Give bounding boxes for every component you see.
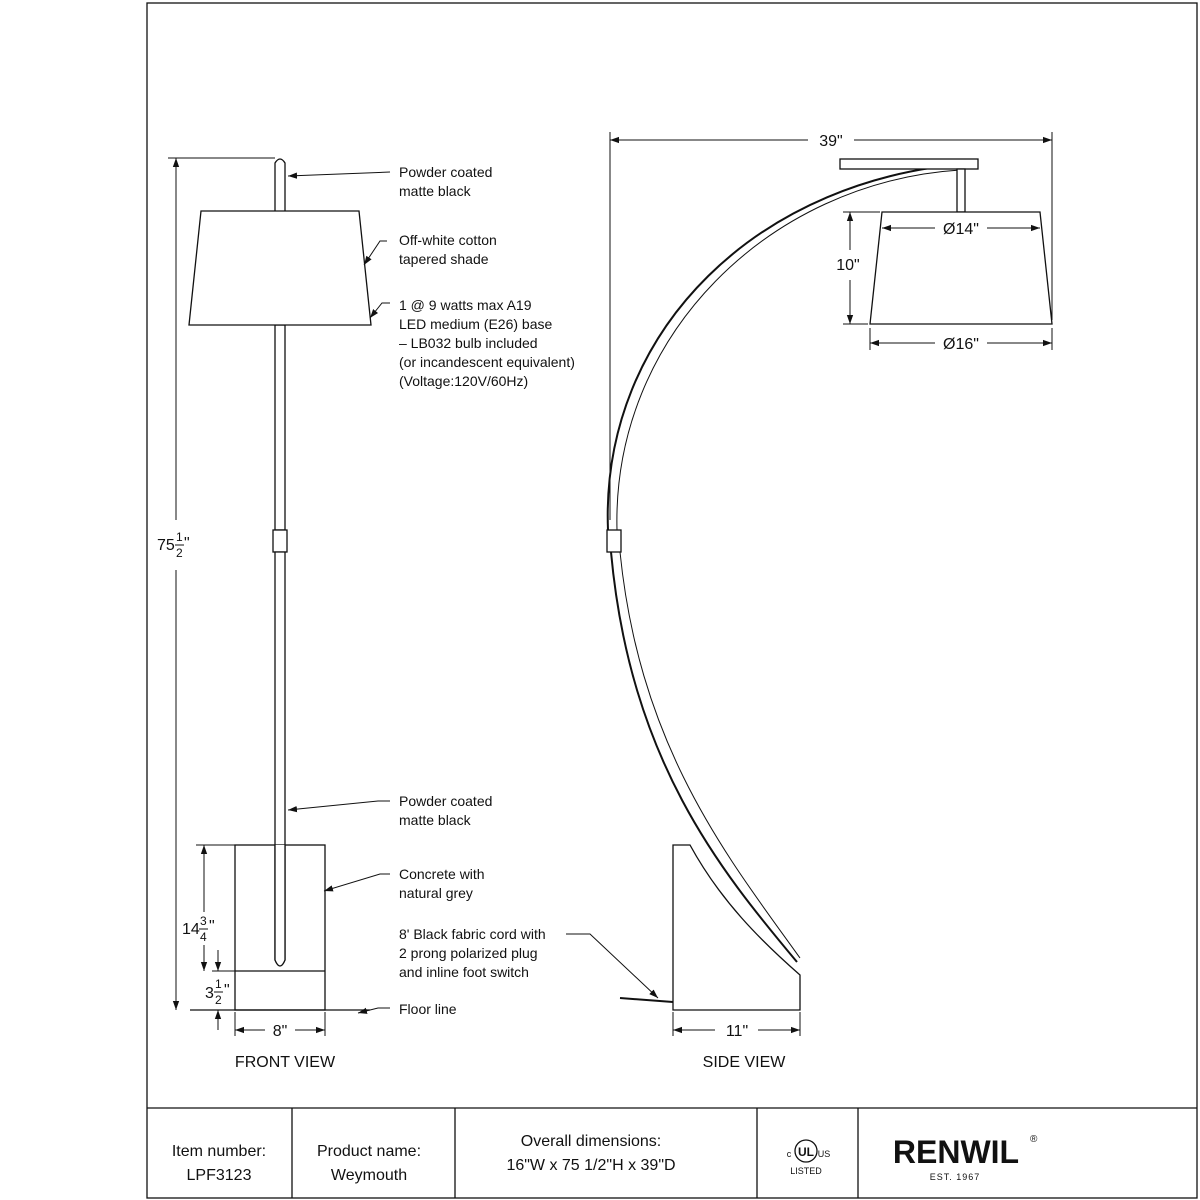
dim-shade-height: 10" [836, 257, 860, 274]
callout-bulb-3: – LB032 bulb included [399, 335, 538, 351]
top-arm [840, 159, 978, 169]
title-block [172, 1133, 1038, 1184]
side-view [566, 132, 1052, 1071]
callout-shade-1: Off-white cotton [399, 232, 497, 248]
ul-mark: UL [798, 1145, 814, 1159]
dim-base-den: 4 [200, 930, 207, 944]
callout-cord-3: and inline foot switch [399, 964, 529, 980]
overall-dimensions-value: 16"W x 75 1/2"H x 39"D [506, 1157, 676, 1174]
leader-top-rod [288, 172, 390, 176]
ul-us: US [817, 1149, 831, 1159]
leader-base [324, 874, 390, 891]
dim-plinth-inch: " [224, 982, 230, 999]
item-number-label: Item number: [171, 1143, 267, 1160]
callout-stem-1: Powder coated [399, 793, 493, 809]
dim-base-depth: 11" [725, 1023, 749, 1040]
dim-height-den: 2 [176, 546, 183, 560]
front-view [157, 158, 575, 1071]
leader-stem [288, 801, 390, 810]
callout-bulb-2: LED medium (E26) base [399, 316, 553, 332]
dim-base-width: 8" [272, 1023, 288, 1040]
callout-cord-2: 2 prong polarized plug [399, 945, 538, 961]
front-view-caption: FRONT VIEW [234, 1054, 336, 1071]
rod-in-base [275, 845, 285, 966]
overall-dimensions-label: Overall dimensions: [520, 1133, 662, 1150]
dim-shade-top: Ø14" [943, 221, 979, 238]
arc-lower-inner [620, 552, 800, 958]
callout-bulb-5: (Voltage:120V/60Hz) [399, 373, 529, 389]
rod-joint [273, 530, 287, 552]
callout-floor: Floor line [399, 1001, 457, 1017]
dim-height-inch: " [184, 535, 190, 552]
item-number-value: LPF3123 [186, 1167, 252, 1184]
dim-base-whole: 14 [182, 921, 200, 938]
dim-base-num: 3 [200, 914, 207, 928]
callout-base-2: natural grey [399, 885, 473, 901]
leader-bulb [370, 303, 390, 318]
callout-shade-2: tapered shade [399, 251, 489, 267]
brand-logo [893, 1134, 1038, 1182]
callout-stem-2: matte black [399, 812, 471, 828]
shade-hanger [957, 169, 965, 212]
ul-listed: LISTED [790, 1166, 822, 1176]
leader-cord [566, 934, 658, 998]
dim-plinth-whole: 3 [205, 985, 214, 1002]
leader-shade [364, 241, 387, 265]
callout-top-rod-2: matte black [399, 183, 471, 199]
callout-base-1: Concrete with [399, 866, 485, 882]
callout-bulb-1: 1 @ 9 watts max A19 [399, 297, 532, 313]
ul-c: c [786, 1149, 792, 1159]
dim-shade-bottom: Ø16" [943, 336, 979, 353]
callout-bulb-4: (or incandescent equivalent) [399, 354, 575, 370]
dim-base-inch: " [209, 918, 215, 935]
dim-height-num: 1 [176, 530, 183, 544]
lamp-shade [189, 211, 371, 325]
dim-plinth-den: 2 [215, 993, 222, 1007]
product-name-value: Weymouth [330, 1167, 408, 1184]
dim-height-whole: 75 [157, 537, 175, 554]
side-view-caption: SIDE VIEW [702, 1054, 786, 1071]
side-cord [620, 998, 673, 1002]
callout-cord-1: 8' Black fabric cord with [399, 926, 546, 942]
dim-depth: 39" [819, 133, 843, 150]
callout-top-rod-1: Powder coated [399, 164, 493, 180]
sheet-border [147, 3, 1197, 1198]
dim-plinth-num: 1 [215, 977, 222, 991]
brand-name: RENWIL [892, 1134, 1020, 1170]
rod-top [275, 159, 285, 213]
arc-joint [607, 530, 621, 552]
product-name-label: Product name: [316, 1143, 422, 1160]
brand-established: EST. 1967 [929, 1172, 981, 1182]
brand-registered: ® [1030, 1134, 1038, 1145]
side-base [673, 845, 800, 1010]
ul-listed-logo [787, 1140, 831, 1176]
arc-lower-outer [611, 552, 797, 962]
rod-upper [275, 325, 285, 530]
